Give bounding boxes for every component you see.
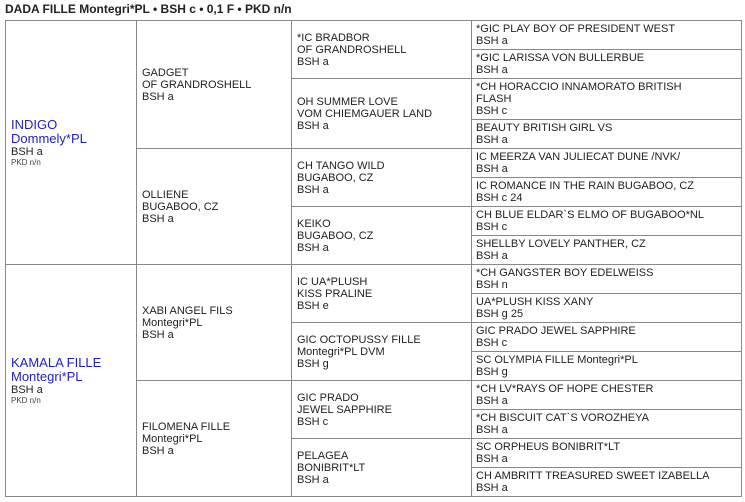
- gggp-cell: [472, 265, 742, 294]
- parent-breed: BSH a: [11, 145, 43, 158]
- gggp-cell: [472, 468, 742, 497]
- gggp-breed: BSH a: [476, 163, 508, 175]
- grandparent-breed: BSH a: [142, 328, 174, 341]
- grandparent-line1: XABI ANGEL FILS: [142, 304, 233, 317]
- grandparent-breed: BSH a: [142, 90, 174, 103]
- ggp-breed: BSH a: [297, 119, 329, 132]
- gggp-breed: BSH c: [476, 337, 508, 349]
- grandparent-line2: Montegri*PL: [142, 432, 203, 445]
- grandparent-cell: [137, 149, 292, 265]
- ggp-line1: KEIKO: [297, 217, 331, 230]
- ggp-breed: BSH e: [297, 299, 329, 312]
- gggp-breed: BSH a: [476, 482, 508, 494]
- gggp-cell: [472, 178, 742, 207]
- parent-name: KAMALA FILLE: [11, 354, 102, 370]
- grandparent-cell: [137, 265, 292, 381]
- great-grandparent-cell: [292, 439, 472, 497]
- gggp-name: SHELLBY LOVELY PANTHER, CZ: [476, 238, 646, 250]
- page-title: DADA FILLE Montegri*PL • BSH c • 0,1 F • PKD n/n: [5, 2, 292, 16]
- ggp-line1: IC UA*PLUSH: [297, 275, 368, 288]
- great-grandparent-cell: [292, 265, 472, 323]
- grandparent-breed: BSH a: [142, 444, 174, 457]
- gggp-breed: BSH c: [476, 105, 508, 117]
- gggp-breed: BSH a: [476, 424, 508, 436]
- grandparent-cell: [137, 381, 292, 497]
- gggp-name: SC OLYMPIA FILLE Montegri*PL: [476, 354, 638, 366]
- ggp-line1: PELAGEA: [297, 449, 349, 462]
- parent-name: INDIGO: [11, 116, 58, 132]
- ggp-line2: BUGABOO, CZ: [297, 229, 374, 242]
- ggp-breed: BSH a: [297, 473, 329, 486]
- great-grandparent-cell: [292, 323, 472, 381]
- ggp-breed: BSH g: [297, 357, 329, 370]
- gggp-cell: [472, 50, 742, 79]
- grandparent-line2: Montegri*PL: [142, 316, 203, 329]
- parent-cattery: Dommely*PL: [11, 130, 87, 146]
- gggp-cell: [472, 323, 742, 352]
- grandparent-cell: [137, 21, 292, 149]
- gggp-cell: [472, 410, 742, 439]
- ggp-line1: CH TANGO WILD: [297, 159, 385, 172]
- gggp-name: IC MEERZA VAN JULIECAT DUNE /NVK/: [476, 151, 681, 163]
- grandparent-line1: FILOMENA FILLE: [142, 420, 231, 433]
- parent-pkd: PKD n/n: [11, 157, 41, 167]
- grandparent-line2: OF GRANDROSHELL: [142, 78, 252, 91]
- ggp-line2: VOM CHIEMGAUER LAND: [297, 107, 433, 120]
- grandparent-breed: BSH a: [142, 212, 174, 225]
- ggp-breed: BSH a: [297, 55, 329, 68]
- great-grandparent-cell: [292, 149, 472, 207]
- gggp-cell: [472, 294, 742, 323]
- gggp-name: UA*PLUSH KISS XANY: [476, 296, 594, 308]
- gggp-breed: BSH a: [476, 35, 508, 47]
- gggp-cell: [472, 439, 742, 468]
- gggp-breed: BSH g: [476, 366, 508, 378]
- gggp-name: CH BLUE ELDAR`S ELMO OF BUGABOO*NL: [476, 209, 704, 221]
- gggp-cell: [472, 352, 742, 381]
- gggp-breed: BSH a: [476, 453, 508, 465]
- gggp-name: SC ORPHEUS BONIBRIT*LT: [476, 441, 621, 453]
- gggp-name: *GIC LARISSA VON BULLERBUE: [476, 52, 645, 64]
- gggp-breed: BSH c: [476, 221, 508, 233]
- gggp-breed: BSH a: [476, 64, 508, 76]
- gggp-name-cont: FLASH: [476, 93, 512, 105]
- gggp-name: CH AMBRITT TREASURED SWEET IZABELLA: [476, 470, 710, 482]
- gggp-cell: [472, 149, 742, 178]
- gggp-cell: [472, 21, 742, 50]
- ggp-line2: OF GRANDROSHELL: [297, 43, 407, 56]
- ggp-breed: BSH c: [297, 415, 329, 428]
- great-grandparent-cell: [292, 21, 472, 79]
- grandparent-line1: GADGET: [142, 66, 189, 79]
- gggp-cell: [472, 120, 742, 149]
- ggp-line1: *IC BRADBOR: [297, 31, 370, 44]
- ggp-line2: JEWEL SAPPHIRE: [297, 403, 392, 416]
- gggp-breed: BSH g 25: [476, 308, 524, 320]
- gggp-cell: [472, 381, 742, 410]
- parent-pkd: PKD n/n: [11, 395, 41, 405]
- gggp-breed: BSH c 24: [476, 192, 523, 204]
- grandparent-line1: OLLIENE: [142, 188, 189, 201]
- great-grandparent-cell: [292, 381, 472, 439]
- gggp-name: *GIC PLAY BOY OF PRESIDENT WEST: [476, 23, 676, 35]
- gggp-breed: BSH n: [476, 279, 508, 291]
- parent-breed: BSH a: [11, 383, 43, 396]
- ggp-line1: GIC PRADO: [297, 391, 359, 404]
- ggp-line2: BUGABOO, CZ: [297, 171, 374, 184]
- ggp-breed: BSH a: [297, 241, 329, 254]
- gggp-breed: BSH a: [476, 395, 508, 407]
- ggp-line2: BONIBRIT*LT: [297, 461, 366, 474]
- gggp-name: *CH BISCUIT CAT`S VOROZHEYA: [476, 412, 649, 424]
- gggp-name: BEAUTY BRITISH GIRL VS: [476, 122, 613, 134]
- ggp-breed: BSH a: [297, 183, 329, 196]
- great-grandparent-cell: [292, 207, 472, 265]
- gggp-name: *CH HORACCIO INNAMORATO BRITISH: [476, 81, 682, 93]
- grandparent-line2: BUGABOO, CZ: [142, 200, 219, 213]
- gggp-cell: [472, 207, 742, 236]
- pedigree-table: [5, 20, 742, 497]
- gggp-name: GIC PRADO JEWEL SAPPHIRE: [476, 325, 636, 337]
- gggp-breed: BSH a: [476, 134, 508, 146]
- ggp-line2: Montegri*PL DVM: [297, 345, 385, 358]
- parent-cell-dam: [6, 265, 137, 497]
- gggp-name: *CH GANGSTER BOY EDELWEISS: [476, 267, 654, 279]
- gggp-cell: [472, 236, 742, 265]
- ggp-line1: OH SUMMER LOVE: [297, 95, 398, 108]
- gggp-breed: BSH a: [476, 250, 508, 262]
- gggp-name: IC ROMANCE IN THE RAIN BUGABOO, CZ: [476, 180, 694, 192]
- ggp-line1: GIC OCTOPUSSY FILLE: [297, 333, 421, 346]
- gggp-name: *CH LV*RAYS OF HOPE CHESTER: [476, 383, 654, 395]
- great-grandparent-cell: [292, 79, 472, 149]
- parent-cattery: Montegri*PL: [11, 368, 83, 384]
- ggp-line2: KISS PRALINE: [297, 287, 373, 300]
- gggp-cell: [472, 79, 742, 120]
- parent-cell-sire: [6, 21, 137, 265]
